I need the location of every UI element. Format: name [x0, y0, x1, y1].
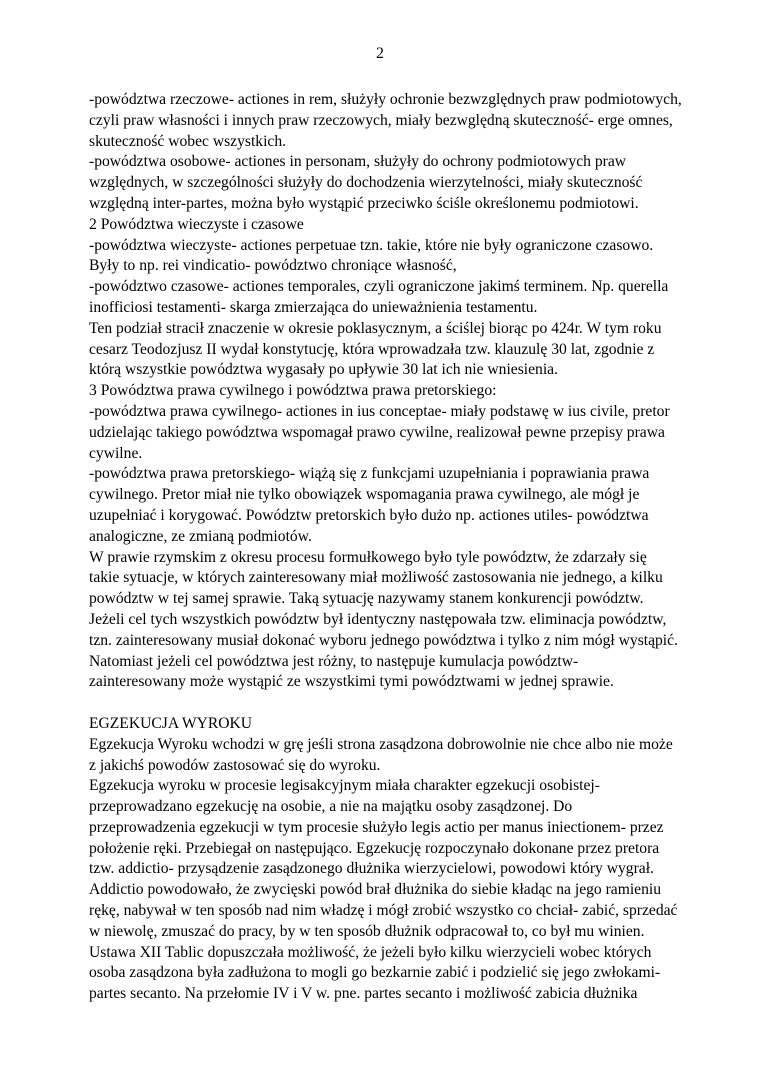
text-line: powództw w tej samej sprawie. Taką sytuację nazywamy stanem konkurencji powództw.: [89, 590, 644, 608]
text-line: -powództwa prawa pretorskiego- wiążą się z funkcjami uzupełniania i poprawiania prawa: [89, 465, 650, 483]
text-line: którą wszystkie powództwa wygasały po upływie 30 lat ich nie wniesienia.: [89, 361, 559, 379]
text-line: -powództwa osobowe- actiones in personam, służyły do ochrony podmiotowych praw: [89, 153, 627, 171]
text-line: Były to np. rei vindicatio- powództwo chroniące własność,: [89, 257, 457, 275]
text-line: Ten podział stracił znaczenie w okresie poklasycznym, a ściślej biorąc po 424r. W tym roku: [89, 319, 662, 337]
text-line: Addictio powodowało, że zwycięski powód brał dłużnika do siebie kładąc na jego ramieniu: [89, 881, 662, 899]
text-line: rękę, nabywał w ten sposób nad nim władzę i mógł zrobić wszystko co chciał- zabić, sprzedać: [89, 902, 678, 920]
text-line: inofficiosi testamenti- skarga zmierzająca do unieważnienia testamentu.: [89, 298, 538, 316]
text-line: Ustawa XII Tablic dopuszczała możliwość, że jeżeli było kilku wierzycieli wobec których: [89, 943, 652, 961]
text-line: -powództwa prawa cywilnego- actiones in ius conceptae- miały podstawę w ius civile, pretor: [89, 402, 670, 420]
text-line: 2 Powództwa wieczyste i czasowe: [89, 215, 304, 233]
text-line: -powództwo czasowe- actiones temporales, czyli ograniczone jakimś terminem. Np. querella: [89, 278, 669, 296]
text-line: udzielając takiego powództwa wspomagał prawo cywilne, realizował pewne przepisy prawa: [89, 423, 665, 441]
text-line: z jakichś powodów zastosować się do wyroku.: [89, 756, 381, 774]
document-body: [89, 90, 682, 1005]
text-line: takie sytuacje, w których zainteresowany miał możliwość zastosowania nie jednego, a kilku: [89, 569, 663, 587]
text-line: położenie ręki. Przebiegał on następująco. Egzekucję rozpoczynało dokonane przez pretora: [89, 839, 660, 857]
text-line: -powództwa wieczyste- actiones perpetuae tzn. takie, które nie były ograniczone czasowo.: [89, 236, 654, 254]
text-line: skuteczność wobec wszystkich.: [89, 132, 287, 150]
text-line: analogiczne, ze zmianą podmiotów.: [89, 527, 312, 545]
text-line: tzn. zainteresowany musiał dokonać wyboru jednego powództwa i tylko z nim mógł wystąpić.: [89, 631, 678, 649]
text-line: osoba zasądzona była zadłużona to mogli go bezkarnie zabić i podzielić się jego zwłokami-: [89, 964, 661, 982]
text-line: cywilne.: [89, 444, 143, 462]
text-line: uzupełniać i korygować. Powództw pretorskich było dużo np. actiones utiles- powództwa: [89, 506, 649, 524]
text-line: przeprowadzenia egzekucji w tym procesie służyło legis actio per manus iniectionem- przez: [89, 818, 664, 836]
text-line: Egzekucja wyroku w procesie legisakcyjnym miała charakter egzekucji osobistej-: [89, 777, 600, 795]
text-line: Jeżeli cel tych wszystkich powództw był identyczny następowała tzw. eliminacja powództw,: [89, 610, 667, 628]
text-line: W prawie rzymskim z okresu procesu formułkowego było tyle powództw, że zdarzały się: [89, 548, 647, 566]
text-line: przeprowadzano egzekucję na osobie, a nie na majątku osoby zasądzonej. Do: [89, 798, 573, 816]
text-line: zainteresowany może wystąpić ze wszystkimi tymi powództwami w jednej sprawie.: [89, 673, 614, 691]
text-line: 3 Powództwa prawa cywilnego i powództwa prawa pretorskiego:: [89, 382, 497, 400]
text-line: cesarz Teodozjusz II wydał konstytucję, która wprowadzała tzw. klauzulę 30 lat, zgodnie z: [89, 340, 655, 358]
text-line: tzw. addictio- przysądzenie zasądzonego dłużnika wierzycielowi, powodowi który wygrał.: [89, 860, 654, 878]
text-line: cywilnego. Pretor miał nie tylko obowiązek wspomagania prawa cywilnego, ale mógł je: [89, 486, 640, 504]
text-line: względnych, w szczególności służyły do dochodzenia wierzytelności, miały skuteczność: [89, 174, 643, 192]
text-line: EGZEKUCJA WYROKU: [89, 714, 253, 732]
text-line: -powództwa rzeczowe- actiones in rem, służyły ochronie bezwzględnych praw podmiotowych,: [89, 91, 682, 108]
text-line: partes secanto. Na przełomie IV i V w. pne. partes secanto i możliwość zabicia dłużnika: [89, 985, 638, 1003]
text-line: czyli praw własności i innych praw rzeczowych, miały bezwględną skuteczność- erge omnes,: [89, 111, 673, 129]
page-number: 2: [376, 45, 384, 62]
text-line: w niewolę, zmuszać do pracy, by w ten sposób dłużnik odpracował to, co był mu winien.: [89, 922, 645, 940]
text-line: Natomiast jeżeli cel powództwa jest różny, to następuje kumulacja powództw-: [89, 652, 579, 670]
text-line: Egzekucja Wyroku wchodzi w grę jeśli strona zasądzona dobrowolnie nie chce albo nie może: [89, 735, 673, 753]
text-line: względną inter-partes, można było wystąpić przeciwko ściśle określonemu podmiotowi.: [89, 194, 639, 212]
paragraph-gap: [89, 693, 679, 714]
